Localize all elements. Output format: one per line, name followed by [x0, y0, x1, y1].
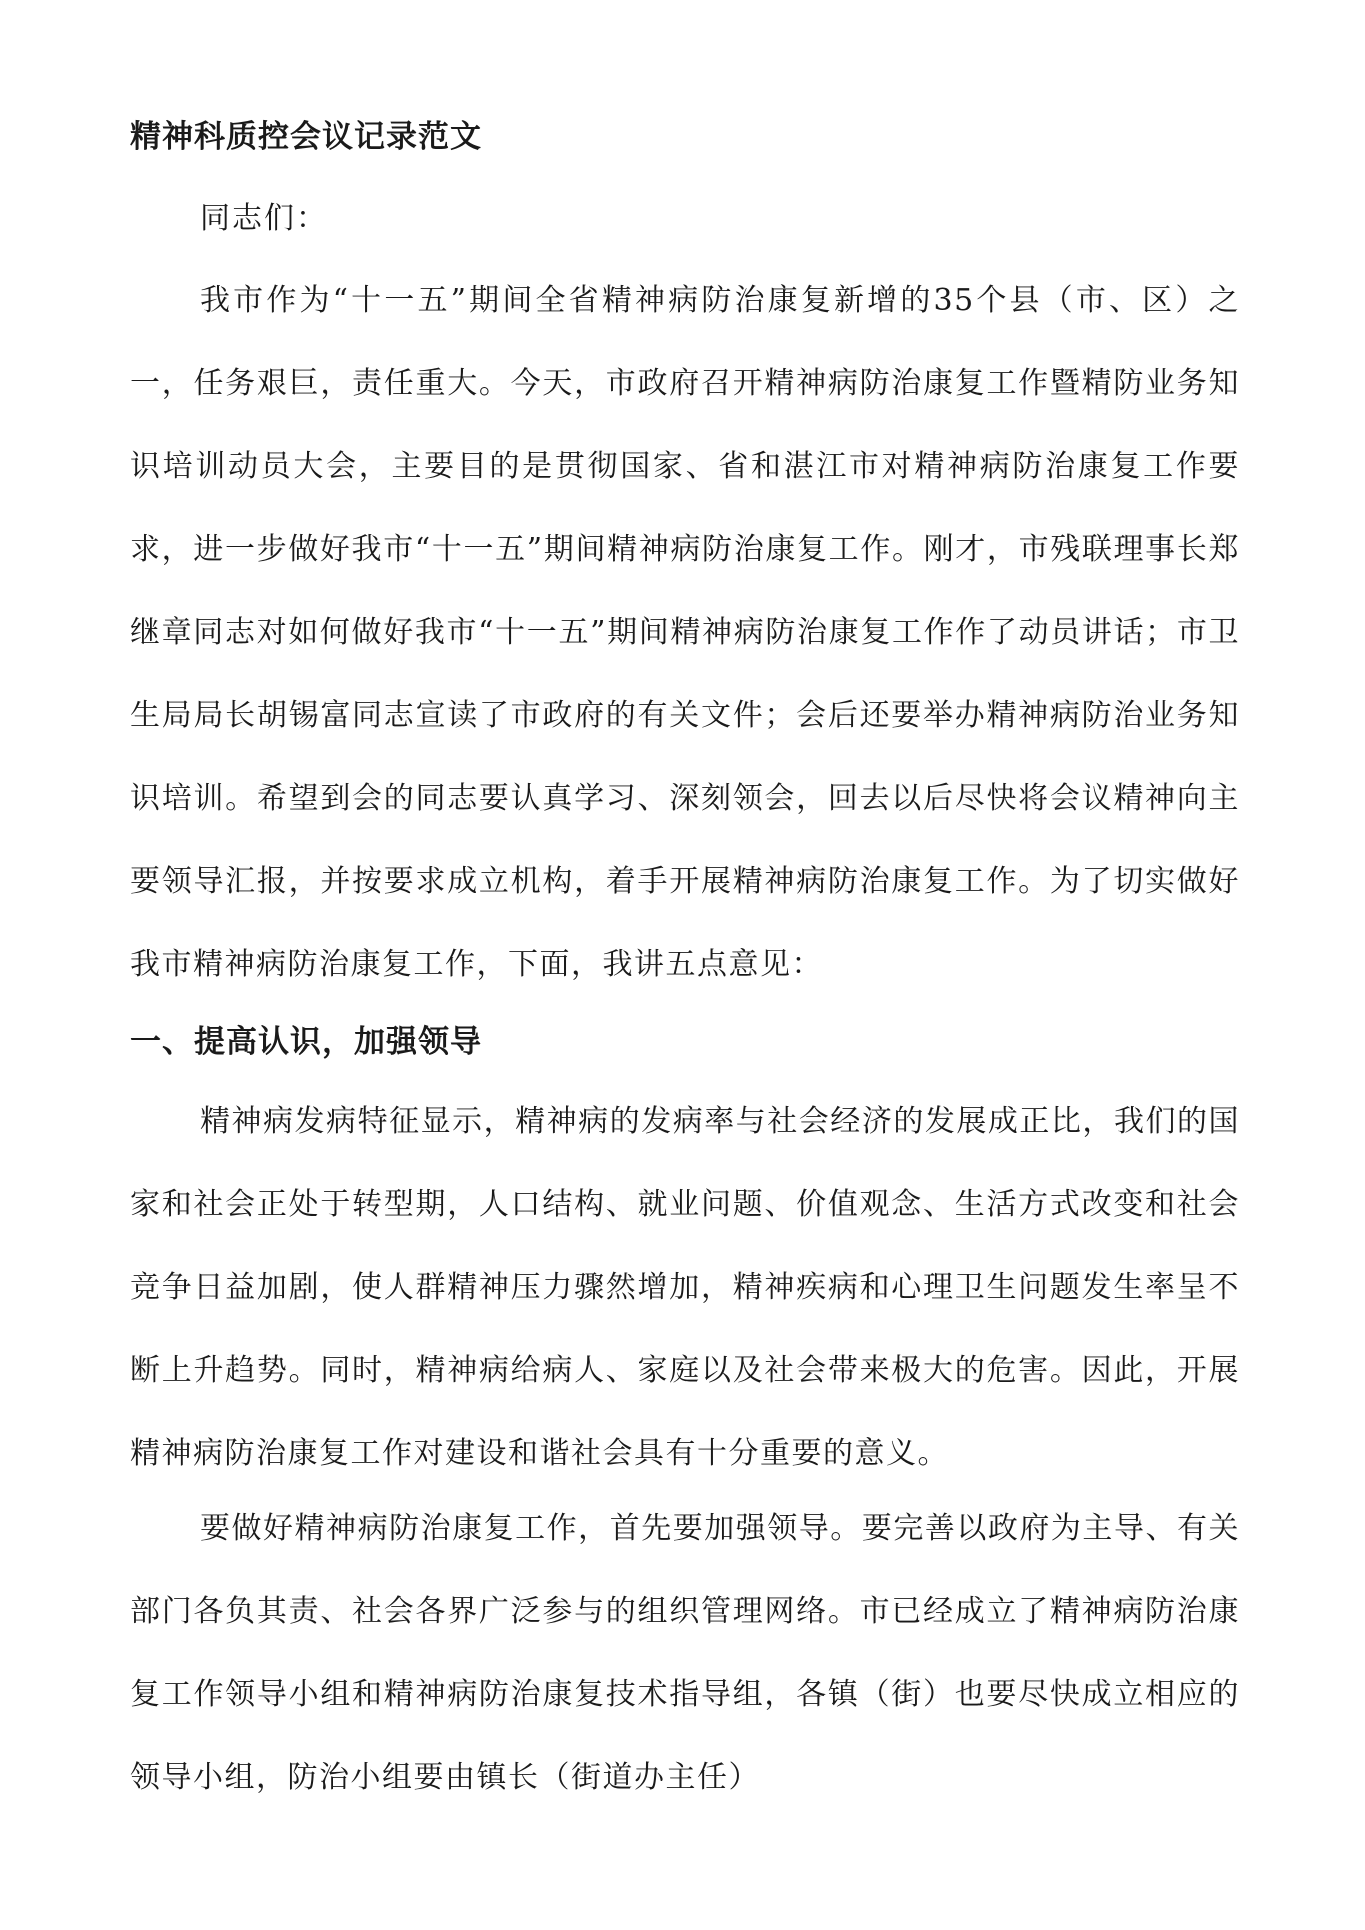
document-page: [130, 100, 1240, 1819]
document-title: 精神科质控会议记录范文: [130, 119, 482, 155]
intro-paragraph: 我市作为“十一五”期间全省精神病防治康复新增的35个县（市、区）之一，任务艰巨，责任重大。今天，市政府召开精神病防治康复工作暨精防业务知识培训动员大会，主要目的是贯彻国家、省和湛江市对精神病防治康复工作要求，进一步做好我市“十一五”期间精神病防治康复工作。刚才，市残联理事长郑继章同志对如何做好我市“十一五”期间精神病防治康复工作作了动员讲话；市卫生局局长胡锡富同志宣读了市政府的有关文件；会后还要举办精神病防治业务知识培训。希望到会的同志要认真学习、深刻领会，回去以后尽快将会议精神向主要领导汇报，并按要求成立机构，着手开展精神病防治康复工作。为了切实做好我市精神病防治康复工作，下面，我讲五点意见：: [130, 283, 1240, 982]
section-1-paragraph-2: 要做好精神病防治康复工作，首先要加强领导。要完善以政府为主导、有关部门各负其责、社会各界广泛参与的组织管理网络。市已经成立了精神病防治康复工作领导小组和精神病防治康复技术指导组，各镇（街）也要尽快成立相应的领导小组，防治小组要由镇长（街道办主任）: [130, 1511, 1240, 1795]
section-heading-1: 一、提高认识，加强领导: [130, 1024, 482, 1060]
section-1-paragraph-1: 精神病发病特征显示，精神病的发病率与社会经济的发展成正比，我们的国家和社会正处于转型期，人口结构、就业问题、价值观念、生活方式改变和社会竞争日益加剧，使人群精神压力骤然增加，精神疾病和心理卫生问题发生率呈不断上升趋势。同时，精神病给病人、家庭以及社会带来极大的危害。因此，开展精神病防治康复工作对建设和谐社会具有十分重要的意义。: [130, 1104, 1240, 1471]
greeting: 同志们：: [200, 201, 328, 236]
